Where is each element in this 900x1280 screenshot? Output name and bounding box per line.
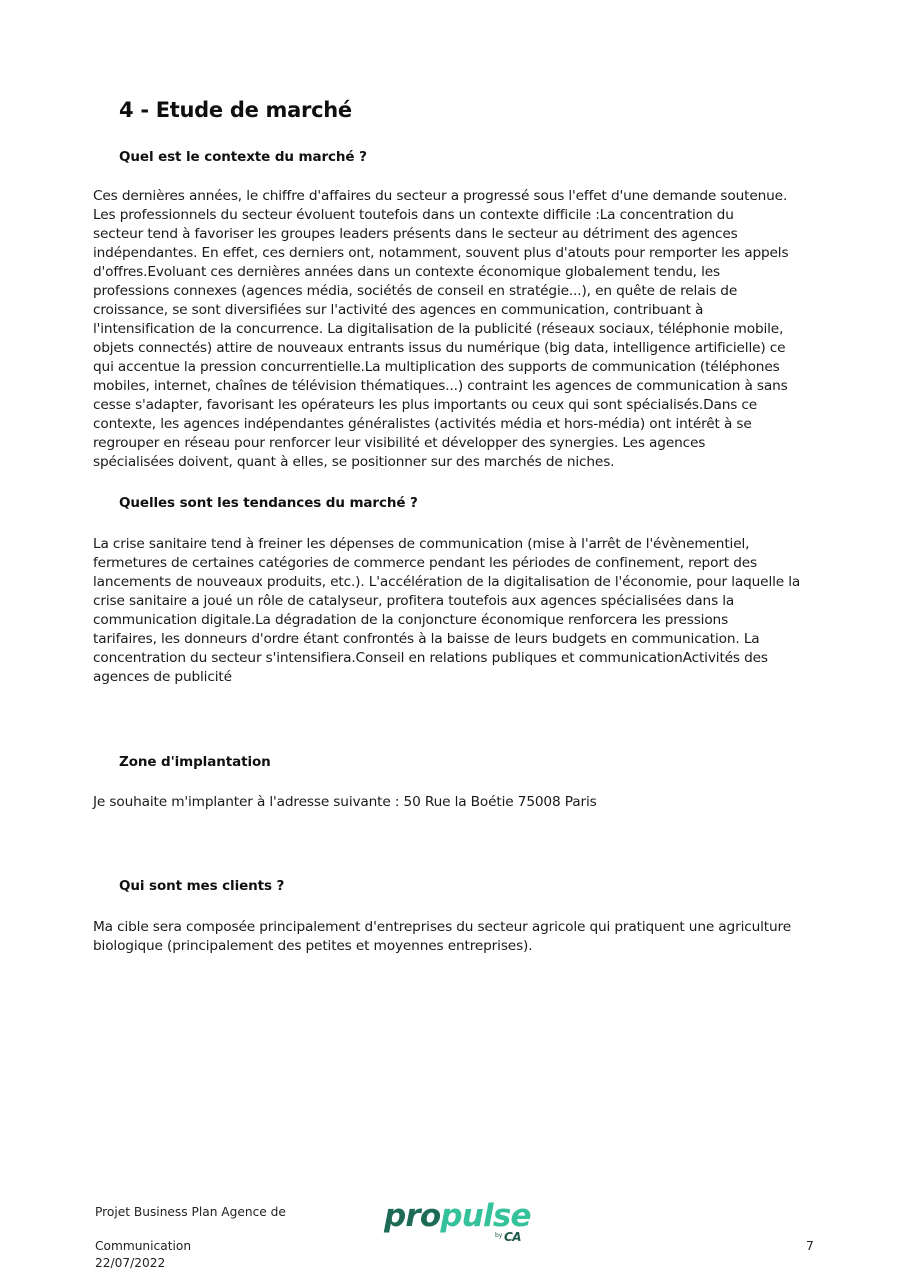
body-line: concentration du secteur s'intensifiera.Conseil en relations publiques et communicationActivités des xyxy=(93,650,768,666)
section-heading-location: Zone d'implantation xyxy=(119,754,271,770)
propulse-logo xyxy=(384,1196,544,1256)
section-heading-context: Quel est le contexte du marché ? xyxy=(119,149,367,165)
page-title: 4 - Etude de marché xyxy=(119,98,352,122)
body-line: crise sanitaire a joué un rôle de catalyseur, profitera toutefois aux agences spécialisées dans la xyxy=(93,593,735,609)
logo-wordmark-pro: pro xyxy=(384,1198,441,1234)
body-line: Je souhaite m'implanter à l'adresse suivante : 50 Rue la Boétie 75008 Paris xyxy=(93,794,597,810)
footer-date: 22/07/2022 xyxy=(95,1256,166,1270)
logo-ca-mark: CA xyxy=(504,1230,522,1244)
body-line: cesse s'adapter, favorisant les opérateurs les plus importants ou ceux qui sont spécialisés.Dans ce xyxy=(93,397,758,413)
body-line: lancements de nouveaux produits, etc.). L'accélération de la digitalisation de l'économie, pour laquelle la xyxy=(93,574,801,590)
body-line: Ces dernières années, le chiffre d'affaires du secteur a progressé sous l'effet d'une demande soutenue. xyxy=(93,188,788,204)
body-line: secteur tend à favoriser les groupes leaders présents dans le secteur au détriment des agences xyxy=(93,226,738,242)
body-line: l'intensification de la concurrence. La digitalisation de la publicité (réseaux sociaux, téléphonie mobile, xyxy=(93,321,784,337)
body-line: professions connexes (agences média, sociétés de conseil en stratégie...), en quête de relais de xyxy=(93,283,738,299)
body-line: tarifaires, les donneurs d'ordre étant confrontés à la baisse de leurs budgets en communication. La xyxy=(93,631,760,647)
footer-project-subtitle: Communication xyxy=(95,1239,192,1253)
body-line: Ma cible sera composée principalement d'entreprises du secteur agricole qui pratiquent une agriculture xyxy=(93,919,791,935)
body-line: objets connectés) attire de nouveaux entrants issus du numérique (big data, intelligence artificielle) ce xyxy=(93,340,786,356)
section-body-clients xyxy=(93,918,823,956)
body-line: qui accentue la pression concurrentielle.La multiplication des supports de communication (téléphones xyxy=(93,359,780,375)
body-line: croissance, se sont diversifiées sur l'activité des agences en communication, contribuant à xyxy=(93,302,704,318)
footer-project-title: Projet Business Plan Agence de xyxy=(95,1205,286,1219)
body-line: agences de publicité xyxy=(93,669,232,685)
body-line: La crise sanitaire tend à freiner les dépenses de communication (mise à l'arrêt de l'évènementiel, xyxy=(93,536,750,552)
body-line: mobiles, internet, chaînes de télévision thématiques...) contraint les agences de communication à sans xyxy=(93,378,788,394)
body-line: Les professionnels du secteur évoluent toutefois dans un contexte difficile :La concentration du xyxy=(93,207,734,223)
section-heading-clients: Qui sont mes clients ? xyxy=(119,878,285,894)
body-line: regrouper en réseau pour renforcer leur visibilité et développer des synergies. Les agences xyxy=(93,435,706,451)
body-line: spécialisées doivent, quant à elles, se positionner sur des marchés de niches. xyxy=(93,454,615,470)
section-heading-trends: Quelles sont les tendances du marché ? xyxy=(119,495,418,511)
body-line: fermetures de certaines catégories de commerce pendant les périodes de confinement, report des xyxy=(93,555,757,571)
body-line: communication digitale.La dégradation de la conjoncture économique renforcera les pressions xyxy=(93,612,729,628)
logo-wordmark-pulse: pulse xyxy=(440,1198,531,1234)
body-line: contexte, les agences indépendantes généralistes (activités média et hors-média) ont intérêt à se xyxy=(93,416,752,432)
section-body-context xyxy=(93,187,823,472)
page-number: 7 xyxy=(806,1239,814,1253)
section-body-trends xyxy=(93,535,823,687)
section-body-location xyxy=(93,793,823,812)
body-line: biologique (principalement des petites et moyennes entreprises). xyxy=(93,938,533,954)
body-line: indépendantes. En effet, ces derniers ont, notamment, souvent plus d'atouts pour remporter les appels xyxy=(93,245,789,261)
logo-by-text: by xyxy=(495,1232,503,1239)
body-line: d'offres.Evoluant ces dernières années dans un contexte économique globalement tendu, les xyxy=(93,264,720,280)
